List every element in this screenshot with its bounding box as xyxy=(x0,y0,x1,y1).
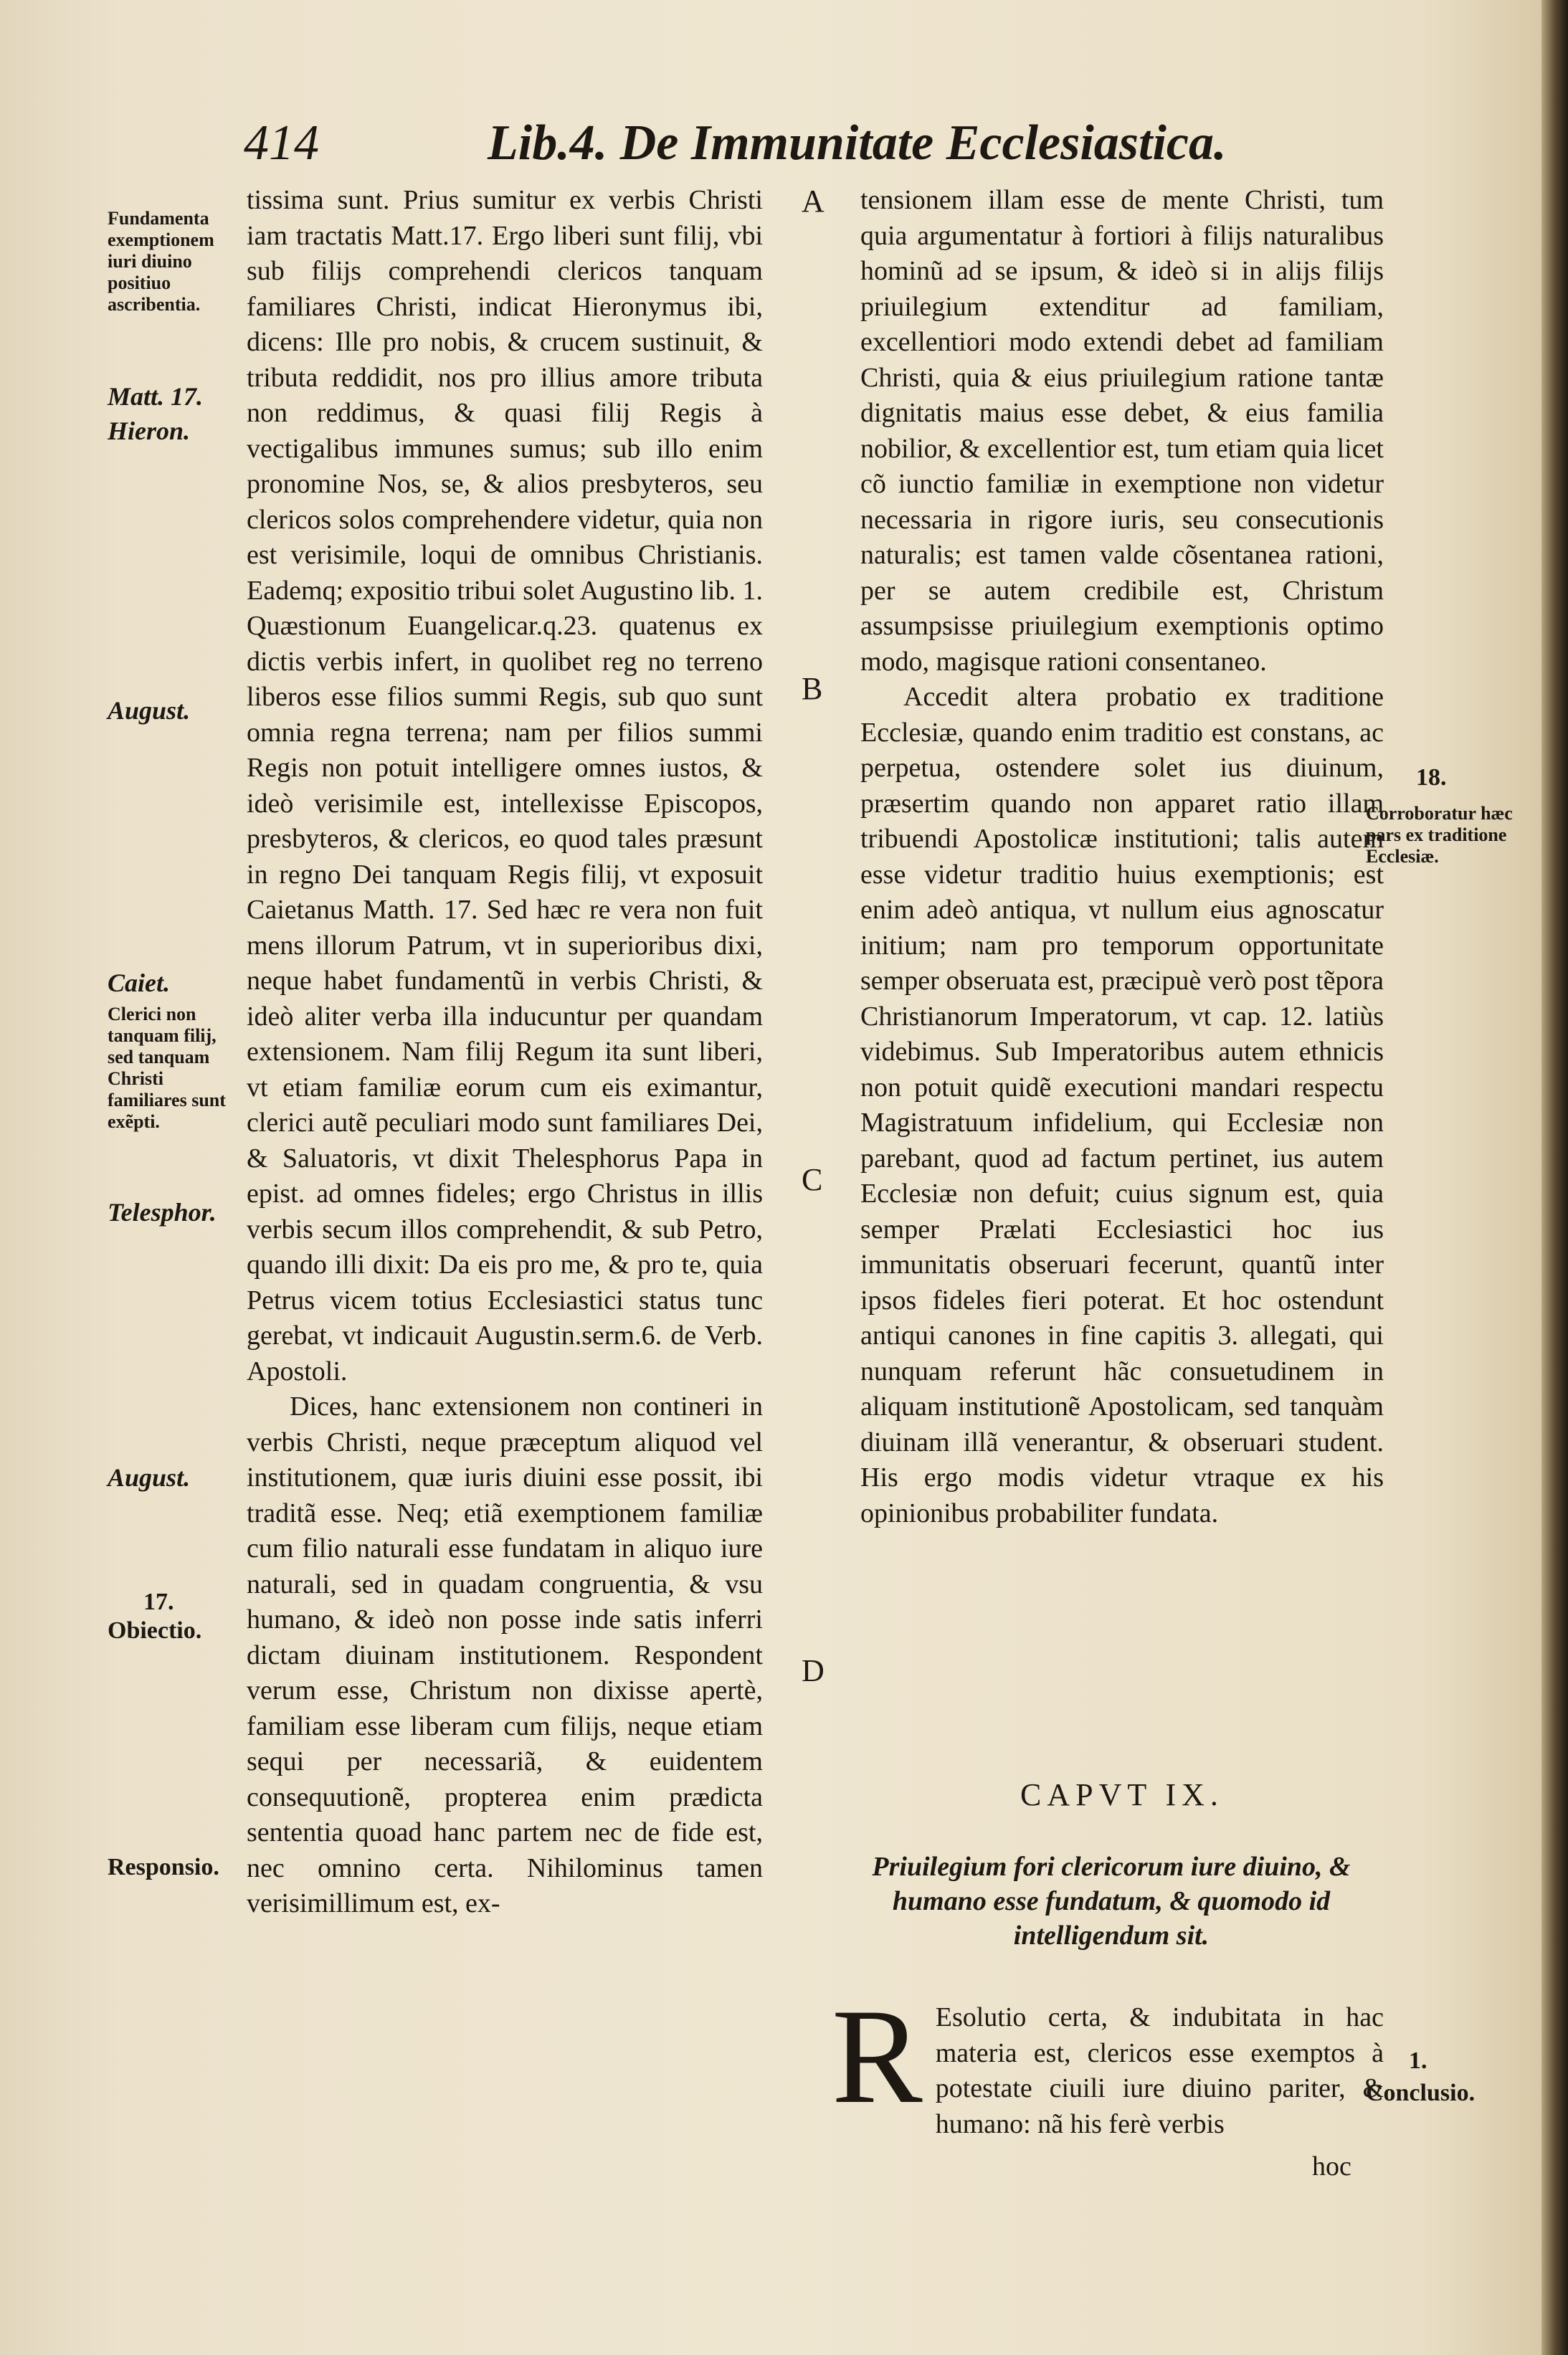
paragraph: Esolutio certa, & indubitata in hac materia est, clericos esse exemptos à potestate ciuili iure diuino pariter, & humano: nã his ferè verbis xyxy=(935,2002,1384,2139)
section-letter: D xyxy=(802,1653,825,1688)
page-number: 414 xyxy=(244,115,319,171)
margin-note: 17. xyxy=(143,1589,174,1615)
chapter-heading: CAPVT IX. xyxy=(1020,1777,1224,1812)
chapter-summary: Priuilegium fori clericorum iure diuino, & humano esse fundatum, & quomodo id intelligendum sit. xyxy=(872,1852,1351,1951)
paragraph: tensionem illam esse de mente Christi, tum quia argumentatur à fortiori à filijs naturalibus hominũ ad se ipsum, & ideò si in alijs filijs priuilegium extenditur ad familiam, excellentiori modo extendi debet ad familiam Christi, quia & eius priuilegium ratione tantæ dignitatis maius esse debet, & eius familia nobilior, & excellentior est, tum etiam quia licet cõ iunctio familiæ in exemptione non videtur necessaria in rigore iuris, seu consecutionis naturalis; est tamen valde cõsentanea rationi, per se autem credibile est, Christum assumpsisse priuilegium exemptionis optimo modo, magisque rationi consentaneo. xyxy=(860,185,1384,677)
margin-note: August. xyxy=(108,1463,191,1492)
margin-note: Hieron. xyxy=(108,417,191,445)
margin-note: Matt. 17. xyxy=(108,382,204,411)
section-letter: A xyxy=(802,184,825,219)
paragraph: Accedit altera probatio ex traditione Ecclesiæ, quando enim traditio est constans, ac perpetua, ostendere solet ius diuinum, præsertim quando non apparet ratio illam tribuendi Apostolicæ institutioni; talis autem esse videtur traditio huius exemptionis; est enim adeò antiqua, vt nullum eius agnoscatur initium; nam pro temporum opportunitate semper obseruata est, præcipuè verò post tẽpora Christianorum Imperatorum, vt cap. 12. latiùs videbimus. Sub Imperatoribus autem ethnicis non potuit quidẽ executioni mandari respectu Magistratuum infidelium, qui Ecclesiæ non parebant, quod ad factum pertinet, ius autem Ecclesiæ non defuit; cuius signum est, quia semper Prælati Ecclesiastici hoc ius immunitatis obseruari fecerunt, quantũ inter ipsos fideles fieri poterat. Et hoc ostendunt antiqui canones in fine capitis 3. allegati, qui nunquam referunt hãc consuetudinem in aliquam institutionẽ Apostolicam, sed tanquàm diuinam illã venerantur, & obseruari student. His ergo modis videtur vtraque ex his opinionibus probabiliter fundata. xyxy=(860,682,1384,1528)
margin-note: August. xyxy=(108,696,191,725)
margin-note: Telesphor. xyxy=(108,1198,217,1227)
chapter-text xyxy=(832,1981,1384,2142)
paragraph: tissima sunt. Prius sumitur ex verbis Christi iam tractatis Matt.17. Ergo liberi sunt filij, vbi sub filijs comprehendi clericos tanquam familiares Christi, indicat Hieronymus ibi, dicens: Ille pro nobis, & crucem sustinuit, & tributa reddidit, nos pro illius amore tributa non reddimus, & quasi filij Regis à vectigalibus immunes sumus; sub illo enim pronomine Nos, se, & alios presbyteros, seu clericos solos comprehendere videtur, quia non est verisimile, loqui de omnibus Christianis. Eademq; expositio tribui solet Augustino lib. 1. Quæstionum Euangelicar.q.23. quatenus ex dictis verbis infert, in quolibet reg no terreno liberos esse filios summi Regis, sub quo sunt omnia regna terrena; nam per filios summi Regis non potuit intelligere omnes iustos, & ideò verisimile est, intellexisse Episcopos, presbyteros, & clericos, eo quod tales præsunt in regno Dei tanquam Regis filij, vt exposuit Caietanus Matth. 17. Sed hæc re vera non fuit mens illorum Patrum, vt in superioribus dixi, neque habet fundamentũ in verbis Christi, & ideò aliter verba illa inducuntur per quandam extensionem. Nam filij Regum ita sunt liberi, vt etiam familiæ eorum cum eis eximantur, clerici autẽ peculiari modo sunt familiares Dei, & Saluatoris, vt dixit Thelesphorus Papa in epist. ad omnes fideles; ergo Christus in illis verbis secum illos comprehendit, & sub Petro, quando illi dixit: Da eis pro me, & pro te, quia Petrus vicem totius Ecclesiastici status tunc gerebat, vt indicauit Augustin.serm.6. de Verb. Apostoli. xyxy=(247,185,763,1386)
margin-note: Obiectio. xyxy=(108,1617,202,1644)
running-title: Lib.4. De Immunitate Ecclesiastica. xyxy=(488,115,1227,171)
margin-note: Clerici non tanquam filij, sed tanquam Christi familiares sunt exẽpti. xyxy=(108,1004,226,1132)
margin-note: Responsio. xyxy=(108,1854,219,1880)
page-edge xyxy=(1541,0,1568,2355)
margin-note: 1. xyxy=(1409,2047,1427,2074)
margin-note: 18. xyxy=(1416,764,1447,791)
right-column xyxy=(860,183,1384,1531)
section-letter: C xyxy=(802,1162,823,1197)
margin-note: Corroboratur hæc pars ex traditione Ecclesiæ. xyxy=(1366,803,1513,867)
paragraph: Dices, hanc extensionem non contineri in verbis Christi, neque præceptum aliquod vel institutionem, quæ iuris diuini esse possit, ibi traditã esse. Neq; etiã exemptionem familiæ cum filio naturali esse fundatam in aliquo iure naturali, sed in quadam congruentia, & vsu humano, & ideò non posse inde satis inferri dictam diuinam institutionem. Respondent verum esse, Christum non dixisse apertè, familiam esse liberam cum filijs, neque etiam sequi per necessariã, & euidentem consequutionẽ, propterea enim prædicta sententia quoad hanc partem nec de fide est, nec omnino certa. Nihilominus tamen verisimillimum est, ex- xyxy=(247,1391,763,1918)
section-letter: B xyxy=(802,671,823,706)
left-column xyxy=(247,183,763,1922)
catchword: hoc xyxy=(1312,2151,1351,2182)
margin-note: Conclusio. xyxy=(1366,2080,1476,2106)
drop-cap: R xyxy=(832,1981,923,2132)
margin-note: Fundamenta exemptionem iuri diuino positiuo ascribentia. xyxy=(108,208,214,315)
running-head xyxy=(244,108,1262,179)
margin-note: Caiet. xyxy=(108,969,170,997)
